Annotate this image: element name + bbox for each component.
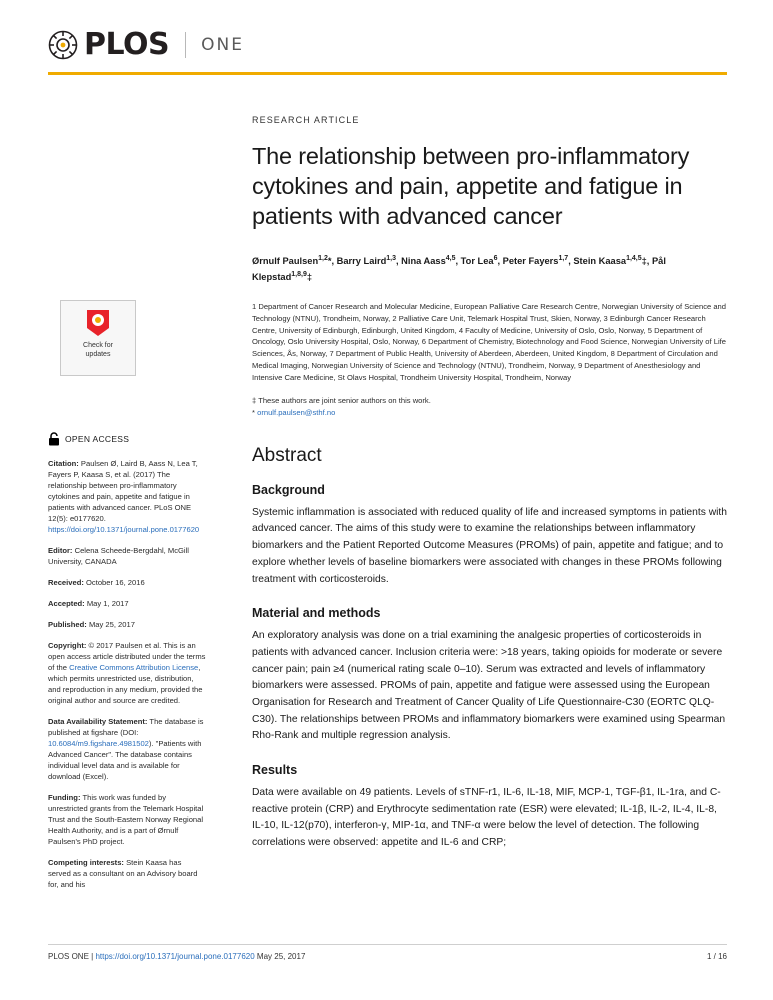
citation-doi-link[interactable]: https://doi.org/10.1371/journal.pone.0177620 (48, 525, 200, 534)
funding-label: Funding: (48, 793, 81, 802)
abstract-heading: Abstract (252, 444, 322, 466)
accepted-label: Accepted: (48, 599, 85, 608)
editor-block (48, 545, 206, 567)
footer-journal: PLOS ONE | (48, 952, 96, 961)
competing-interests-label: Competing interests: (48, 858, 124, 867)
section-heading-background: Background (252, 482, 325, 497)
published-text: May 25, 2017 (86, 620, 135, 629)
author-7: ‡, Pål Klepstad (252, 256, 666, 283)
article-main (252, 115, 728, 870)
header-rule (48, 72, 727, 75)
data-availability-block (48, 716, 206, 782)
author-7-affil: 1,8,9 (291, 271, 307, 279)
received-text: October 16, 2016 (83, 578, 145, 587)
citation-text: Paulsen Ø, Laird B, Aass N, Lea T, Fayers P, Kaasa S, et al. (2017) The relationship between pro-inflammatory cytokines and pain, appetite and fatigue in patients with advanced cancer. PLoS ONE 12(5): e0177620. (48, 459, 198, 523)
accepted-block (48, 598, 206, 609)
author-4-affil: 6 (493, 255, 498, 263)
plos-wordmark: PLOS (84, 27, 170, 62)
equal-contribution-note: ‡ These authors are joint senior authors on this work. (252, 395, 431, 405)
footer-rule (48, 944, 727, 945)
received-label: Received: (48, 578, 84, 587)
author-3: , Nina Aass (395, 256, 446, 267)
open-access-label: OPEN ACCESS (65, 433, 130, 444)
author-1-affil: 1,2 (318, 255, 328, 263)
editor-label: Editor: (48, 546, 73, 555)
copyright-label: Copyright: (48, 641, 87, 650)
editor-text: Celena Scheede-Bergdahl, McGill University, CANADA (48, 546, 189, 566)
copyright-license-link[interactable]: Creative Commons Attribution License (69, 663, 199, 672)
lock-icon (48, 432, 60, 446)
author-list (252, 253, 728, 285)
funding-block (48, 792, 206, 847)
masthead (48, 27, 728, 78)
received-block (48, 577, 206, 588)
section-body-results: Data were available on 49 patients. Levels of sTNF-r1, IL-6, IL-18, MIF, MCP-1, TGF-β1, IL-1ra, and C-reactive protein (CRP) and Erythrocyte sedimentation rate (ESR) were elevated; IL-1β, IL-2, IL-4, IL-8, IL-10, IL-12(p70), interferon-γ, MIP-1α, and TNF-α were below the level of detection. The following correlations were observed: appetite and IL-6 and CRP; (252, 786, 721, 848)
funding-text: This work was funded by unrestricted grants from the Telemark Hospital Trust and the South-Eastern Norway Regional Health Authority, and is a part of Ørnulf Paulsen's PhD project. (48, 793, 204, 846)
corresponding-email-link[interactable]: ornulf.paulsen@sthf.no (257, 407, 336, 417)
competing-interests-text: Stein Kaasa has served as a consultant on an Advisory board for, and his (48, 858, 198, 889)
section-body-materials: An exploratory analysis was done on a trial examining the analgesic properties of corticosteroids in patients with advanced cancer. Inclusion criteria were: >18 years, taking opioids for moderate or severe cancer pain; pain ≥4 (numerical rating scale 0–10). Serum was extracted and levels of inflammatory biomarkers were assessed. PROMs of pain, appetite and fatigue were assessed using the European Organisation for Research and Treatment of Cancer Quality of Life Questionnaire-C30 (EORTC QLQ-C30). The relationships between PROMs and inflammatory biomarkers were examined using Spearman Rho-Rank and multiple regression analysis. (252, 630, 726, 742)
footer-left (48, 952, 305, 961)
data-availability-text: The database is published at figshare (DOI: (48, 717, 204, 737)
copyright-block (48, 640, 206, 706)
section-heading-results: Results (252, 762, 298, 777)
crossmark-icon (85, 308, 111, 338)
logo-divider (185, 32, 186, 58)
plos-logo-icon (48, 30, 78, 60)
data-availability-text2: ). "Patients with Advanced Cancer". The database contains individual level data and is available for download (Excel). (48, 739, 202, 781)
page-title: The relationship between pro-inflammatory cytokines and pain, appetite and fatigue in patients with advanced cancer (252, 143, 690, 230)
section-heading-materials: Material and methods (252, 606, 381, 621)
open-access-badge (48, 432, 206, 446)
footer-doi-link[interactable]: https://doi.org/10.1371/journal.pone.0177620 (95, 952, 255, 961)
plos-logo (48, 27, 728, 62)
author-6-affil: 1,4,5 (626, 255, 642, 263)
crossmark-line1: Check for (83, 342, 113, 349)
competing-interests-block (48, 857, 206, 890)
sidebar (48, 300, 206, 900)
citation-label: Citation: (48, 459, 79, 468)
author-5-affil: 1,7 (558, 255, 569, 263)
author-2-affil: 1,3 (386, 255, 396, 263)
author-7-suffix: ‡ (306, 272, 313, 283)
crossmark-line2: updates (85, 350, 111, 358)
section-body-background: Systemic inflammation is associated with reduced quality of life and increased symptoms in patients with advanced cancer. The aims of this study were to examine the relationships between inflammatory biomarkers and the Patient Reported Outcome Measures (PROMs) of pain, appetite and fatigue; and to explore whether levels of baseline biomarkers were associated with changes in these PROMs following treatment with corticosteroids. (252, 506, 728, 585)
author-3-affil: 4,5 (445, 255, 456, 263)
data-doi-link[interactable]: 10.6084/m9.figshare.4981502 (48, 739, 149, 748)
article-type-label: RESEARCH ARTICLE (252, 115, 360, 125)
affiliations: 1 Department of Cancer Research and Molecular Medicine, European Palliative Care Research Centre, Norwegian University of Science and Technology (NTNU), Trondheim, Norway, 2 Palliative Care Unit, Telemark Hospital Trust, Skien, Norway, 3 Edinburgh Cancer Research Centre, University of Edinburgh, Edinburgh, United Kingdom, 4 Faculty of Medicine, University of Oslo, Oslo, Norway, 5 Department of Oncology, Oslo University Hospital, Oslo, Norway, 6 Department of Chemistry, Biotechnology and Food Science, Norwegian University of Life Sciences, Ås, Norway, 7 Department of Public Health, University of Aberdeen, Aberdeen, United Kingdom, 8 Department of Circulation and Medical Imaging, Norwegian University of Science and Technology (NTNU), Trondheim, Norway, 9 Department of Anesthesiology and Intensive Care Medicine, St Olavs Hospital, Trondheim University Hospital, Trondheim, Norway (252, 302, 727, 382)
footer-date: May 25, 2017 (254, 952, 306, 961)
author-5: , Peter Fayers (497, 256, 559, 267)
data-availability-label: Data Availability Statement: (48, 717, 148, 726)
published-block (48, 619, 206, 630)
footer-page-number: 1 / 16 (706, 952, 727, 961)
plos-one-label: ONE (201, 35, 244, 55)
author-1: Ørnulf Paulsen (252, 256, 319, 267)
author-4: , Tor Lea (455, 256, 494, 267)
author-6: , Stein Kaasa (568, 256, 627, 267)
citation-block (48, 458, 206, 535)
page-footer (48, 952, 727, 961)
published-label: Published: (48, 620, 87, 629)
corresponding-author-note: * ornulf.paulsen@sthf.no (252, 407, 336, 417)
accepted-text: May 1, 2017 (84, 599, 129, 608)
copyright-text2: , which permits unrestricted use, distribution, and reproduction in any medium, provided the original author and source are credited. (48, 663, 203, 705)
copyright-text: © 2017 Paulsen et al. This is an open access article distributed under the terms of the (48, 641, 206, 672)
crossmark-badge[interactable] (60, 300, 136, 376)
author-notes (252, 395, 728, 419)
author-1-suffix: *, Barry Laird (327, 256, 387, 267)
